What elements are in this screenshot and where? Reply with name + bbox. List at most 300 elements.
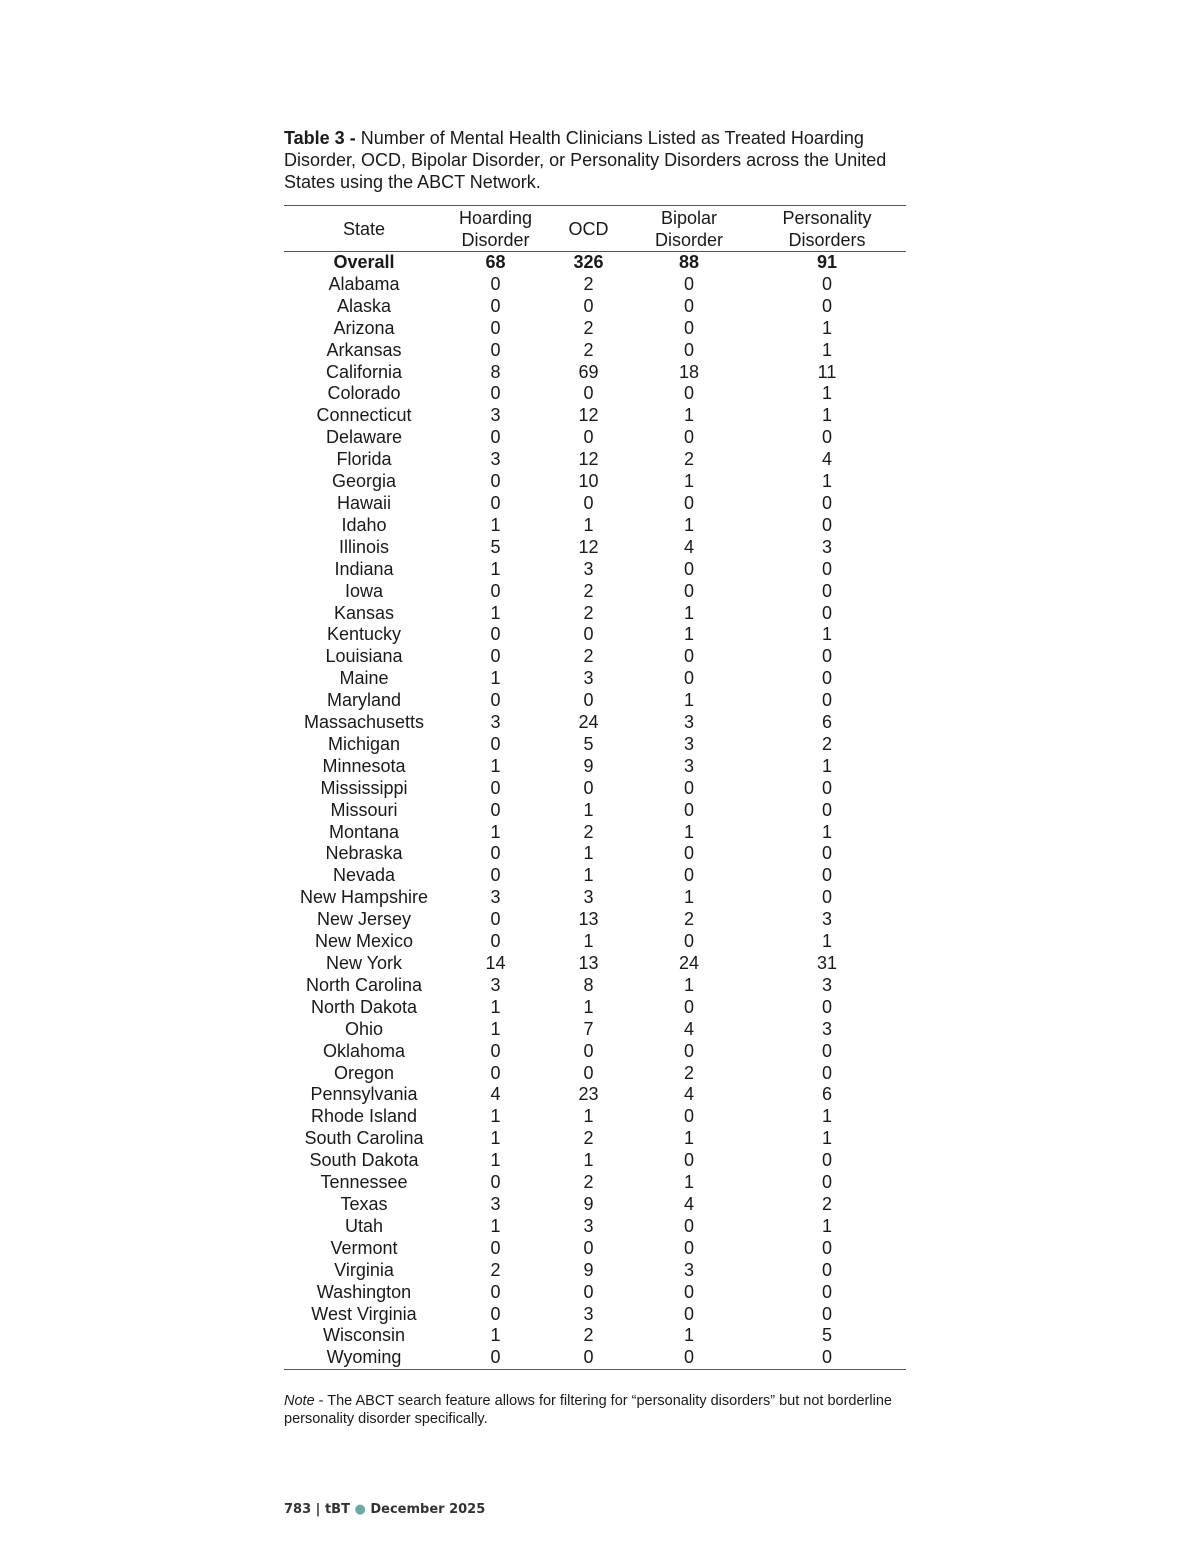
cell-state: Arizona xyxy=(333,317,395,338)
cell-bipolar: 4 xyxy=(683,536,694,557)
cell-hoarding: 0 xyxy=(490,777,501,798)
cell-hoarding: 5 xyxy=(490,536,501,557)
cell-state: Washington xyxy=(316,1281,412,1302)
cell-bipolar: 0 xyxy=(683,646,694,667)
cell-hoarding: 1 xyxy=(490,602,501,623)
cell-state: Colorado xyxy=(327,383,401,404)
cell-ocd: 9 xyxy=(583,755,594,776)
cell-state: Texas xyxy=(340,1193,388,1214)
cell-state: Massachusetts xyxy=(303,712,425,733)
cell-ocd: 9 xyxy=(583,1259,594,1280)
cell-personality: 0 xyxy=(821,295,832,316)
cell-personality: 1 xyxy=(821,931,832,952)
cell-ocd: 23 xyxy=(578,1084,599,1105)
cell-bipolar: 1 xyxy=(683,514,694,535)
cell-ocd: 0 xyxy=(583,427,594,448)
cell-state: Oklahoma xyxy=(322,1040,406,1061)
cell-ocd: 8 xyxy=(583,974,594,995)
cell-bipolar: 0 xyxy=(683,843,694,864)
cell-hoarding: 1 xyxy=(490,558,501,579)
cell-ocd: 0 xyxy=(583,624,594,645)
cell-ocd: 326 xyxy=(573,252,604,272)
note-label: Note xyxy=(284,1393,315,1409)
cell-state: Indiana xyxy=(334,558,394,579)
header-bipolar-line1: Bipolar xyxy=(660,208,718,228)
cell-ocd: 0 xyxy=(583,690,594,711)
table-caption xyxy=(284,127,908,193)
cell-bipolar: 1 xyxy=(683,602,694,623)
cell-hoarding: 1 xyxy=(490,821,501,842)
dot-icon: ● xyxy=(354,1502,366,1517)
cell-personality: 31 xyxy=(816,953,838,973)
header-hoarding xyxy=(444,206,547,252)
cell-personality: 1 xyxy=(821,317,832,338)
table-note xyxy=(284,1392,908,1428)
cell-bipolar: 0 xyxy=(683,931,694,952)
table-row xyxy=(284,800,906,822)
cell-hoarding: 1 xyxy=(490,1215,501,1236)
cell-personality: 0 xyxy=(821,558,832,579)
cell-state: Missouri xyxy=(330,799,398,820)
cell-ocd: 9 xyxy=(583,1193,594,1214)
cell-ocd: 7 xyxy=(583,1018,594,1039)
cell-personality: 0 xyxy=(821,1040,832,1061)
cell-state: Utah xyxy=(344,1215,384,1236)
cell-ocd: 2 xyxy=(583,273,594,294)
cell-state: Alaska xyxy=(336,295,392,316)
cell-personality: 0 xyxy=(821,668,832,689)
cell-bipolar: 1 xyxy=(683,405,694,426)
cell-bipolar: 24 xyxy=(678,953,700,973)
cell-hoarding: 0 xyxy=(490,799,501,820)
cell-hoarding: 0 xyxy=(490,624,501,645)
table-row xyxy=(284,975,906,997)
table-row xyxy=(284,427,906,449)
cell-hoarding: 0 xyxy=(490,317,501,338)
cell-state: Connecticut xyxy=(316,405,412,426)
cell-personality: 1 xyxy=(821,405,832,426)
cell-bipolar: 1 xyxy=(683,974,694,995)
cell-hoarding: 0 xyxy=(490,1172,501,1193)
cell-ocd: 1 xyxy=(583,931,594,952)
cell-personality: 0 xyxy=(821,865,832,886)
cell-ocd: 12 xyxy=(578,449,599,470)
table-row xyxy=(284,1304,906,1326)
table-row xyxy=(284,624,906,646)
cell-state: Michigan xyxy=(327,733,401,754)
page-footer xyxy=(284,1502,485,1517)
table-row xyxy=(284,1238,906,1260)
cell-ocd: 1 xyxy=(583,799,594,820)
table-header xyxy=(284,206,906,252)
cell-personality: 1 xyxy=(821,821,832,842)
cell-ocd: 5 xyxy=(583,733,594,754)
table-row xyxy=(284,690,906,712)
cell-state: Rhode Island xyxy=(310,1106,418,1127)
cell-personality: 4 xyxy=(821,449,832,470)
cell-hoarding: 1 xyxy=(490,1106,501,1127)
cell-personality: 0 xyxy=(821,514,832,535)
cell-bipolar: 0 xyxy=(683,799,694,820)
cell-ocd: 1 xyxy=(583,843,594,864)
cell-ocd: 3 xyxy=(583,558,594,579)
cell-hoarding: 68 xyxy=(485,252,506,272)
cell-bipolar: 0 xyxy=(683,1215,694,1236)
issue-date: December 2025 xyxy=(370,1502,486,1517)
cell-personality: 0 xyxy=(821,1062,832,1083)
cell-ocd: 2 xyxy=(583,821,594,842)
header-bipolar-line2: Disorder xyxy=(654,230,724,250)
table-row xyxy=(284,274,906,296)
cell-state: Illinois xyxy=(338,536,390,557)
cell-bipolar: 4 xyxy=(683,1084,694,1105)
cell-bipolar: 1 xyxy=(683,1325,694,1346)
cell-bipolar: 0 xyxy=(683,1303,694,1324)
cell-personality: 0 xyxy=(821,602,832,623)
cell-personality: 3 xyxy=(821,974,832,995)
table-row xyxy=(284,997,906,1019)
table-row xyxy=(284,449,906,471)
cell-hoarding: 3 xyxy=(490,405,501,426)
cell-bipolar: 0 xyxy=(683,1040,694,1061)
cell-ocd: 3 xyxy=(583,887,594,908)
cell-personality: 1 xyxy=(821,1106,832,1127)
cell-state: Maine xyxy=(339,668,389,689)
cell-personality: 1 xyxy=(821,1215,832,1236)
cell-ocd: 1 xyxy=(583,1150,594,1171)
cell-ocd: 13 xyxy=(578,909,599,930)
cell-state: Kentucky xyxy=(326,624,402,645)
cell-ocd: 2 xyxy=(583,1128,594,1149)
cell-state: North Carolina xyxy=(305,974,423,995)
cell-bipolar: 0 xyxy=(683,339,694,360)
cell-hoarding: 0 xyxy=(490,339,501,360)
cell-personality: 3 xyxy=(821,536,832,557)
cell-personality: 1 xyxy=(821,755,832,776)
cell-hoarding: 1 xyxy=(490,755,501,776)
header-personality xyxy=(748,206,906,252)
note-text: - The ABCT search feature allows for filtering for “personality disorders” but not borderline personality disorder specifically. xyxy=(284,1393,892,1427)
cell-bipolar: 0 xyxy=(683,580,694,601)
cell-hoarding: 0 xyxy=(490,690,501,711)
cell-state: Nebraska xyxy=(325,843,403,864)
cell-personality: 1 xyxy=(821,383,832,404)
cell-bipolar: 0 xyxy=(683,1150,694,1171)
table-row xyxy=(284,843,906,865)
cell-bipolar: 2 xyxy=(683,909,694,930)
cell-personality: 0 xyxy=(821,273,832,294)
table-row xyxy=(284,953,906,975)
cell-state: Montana xyxy=(328,821,400,842)
cell-hoarding: 0 xyxy=(490,843,501,864)
cell-bipolar: 0 xyxy=(683,1281,694,1302)
table-row xyxy=(284,1282,906,1304)
cell-bipolar: 0 xyxy=(683,427,694,448)
cell-personality: 1 xyxy=(821,1128,832,1149)
table-row xyxy=(284,1150,906,1172)
cell-bipolar: 0 xyxy=(683,295,694,316)
table-row xyxy=(284,1260,906,1282)
cell-ocd: 69 xyxy=(578,361,599,382)
table-row xyxy=(284,1019,906,1041)
cell-hoarding: 2 xyxy=(490,1259,501,1280)
cell-personality: 0 xyxy=(821,1259,832,1280)
cell-hoarding: 0 xyxy=(490,580,501,601)
cell-state: Mississippi xyxy=(320,777,408,798)
cell-hoarding: 0 xyxy=(490,273,501,294)
cell-ocd: 3 xyxy=(583,1303,594,1324)
cell-bipolar: 2 xyxy=(683,1062,694,1083)
cell-state: Florida xyxy=(336,449,392,470)
cell-state: Iowa xyxy=(344,580,384,601)
table-row xyxy=(284,734,906,756)
cell-ocd: 1 xyxy=(583,514,594,535)
cell-personality: 0 xyxy=(821,1303,832,1324)
cell-hoarding: 0 xyxy=(490,1281,501,1302)
cell-bipolar: 0 xyxy=(683,1106,694,1127)
cell-bipolar: 0 xyxy=(630,1347,748,1369)
cell-personality: 2 xyxy=(821,1193,832,1214)
cell-bipolar: 0 xyxy=(683,317,694,338)
header-hoarding-line2: Disorder xyxy=(461,230,530,250)
cell-bipolar: 0 xyxy=(683,273,694,294)
cell-personality: 0 xyxy=(821,1281,832,1302)
table-row xyxy=(284,1194,906,1216)
cell-personality: 91 xyxy=(816,252,838,272)
cell-personality: 0 xyxy=(821,799,832,820)
cell-personality: 0 xyxy=(821,843,832,864)
table-row xyxy=(284,1347,906,1369)
cell-personality: 3 xyxy=(821,909,832,930)
cell-ocd: 0 xyxy=(583,1062,594,1083)
table-row xyxy=(284,559,906,581)
table-row xyxy=(284,537,906,559)
header-bipolar xyxy=(630,206,748,252)
cell-ocd: 0 xyxy=(583,383,594,404)
table-row xyxy=(284,1325,906,1347)
cell-personality: 5 xyxy=(821,1325,832,1346)
table-row xyxy=(284,603,906,625)
cell-personality: 0 xyxy=(821,1172,832,1193)
cell-bipolar: 3 xyxy=(683,1259,694,1280)
cell-state: Virginia xyxy=(334,1259,394,1280)
journal-name: tBT xyxy=(324,1502,350,1517)
cell-ocd: 12 xyxy=(578,405,599,426)
cell-personality: 0 xyxy=(821,1150,832,1171)
table-row xyxy=(284,865,906,887)
cell-bipolar: 0 xyxy=(683,1237,694,1258)
cell-bipolar: 0 xyxy=(683,668,694,689)
table-row xyxy=(284,931,906,953)
cell-state: Louisiana xyxy=(325,646,403,667)
cell-hoarding: 0 xyxy=(490,865,501,886)
cell-bipolar: 88 xyxy=(678,252,700,272)
cell-state: Pennsylvania xyxy=(310,1084,418,1105)
cell-personality: 1 xyxy=(821,624,832,645)
header-state: State xyxy=(284,206,444,252)
cell-personality: 6 xyxy=(821,712,832,733)
cell-ocd: 13 xyxy=(578,953,599,973)
cell-hoarding: 1 xyxy=(490,1150,501,1171)
cell-ocd: 0 xyxy=(547,1347,630,1369)
cell-bipolar: 18 xyxy=(678,361,700,382)
table-row xyxy=(284,822,906,844)
cell-ocd: 2 xyxy=(583,1325,594,1346)
table-row xyxy=(284,756,906,778)
table-row xyxy=(284,1063,906,1085)
cell-state: Hawaii xyxy=(336,492,392,513)
cell-hoarding: 0 xyxy=(490,471,501,492)
cell-personality: 0 xyxy=(821,646,832,667)
cell-state: Wisconsin xyxy=(322,1325,406,1346)
clinicians-table xyxy=(284,205,906,1370)
table-row xyxy=(284,909,906,931)
cell-ocd: 2 xyxy=(583,580,594,601)
cell-bipolar: 1 xyxy=(683,690,694,711)
cell-ocd: 1 xyxy=(583,1106,594,1127)
cell-personality: 1 xyxy=(821,471,832,492)
cell-ocd: 0 xyxy=(583,1281,594,1302)
cell-hoarding: 0 xyxy=(490,646,501,667)
cell-hoarding: 14 xyxy=(485,953,506,973)
cell-hoarding: 3 xyxy=(490,712,501,733)
cell-hoarding: 0 xyxy=(490,1303,501,1324)
cell-bipolar: 1 xyxy=(683,624,694,645)
cell-personality: 0 xyxy=(821,427,832,448)
cell-ocd: 1 xyxy=(583,865,594,886)
cell-state: New Hampshire xyxy=(299,887,429,908)
page-number: 783 xyxy=(284,1502,312,1517)
cell-bipolar: 3 xyxy=(683,733,694,754)
cell-ocd: 0 xyxy=(583,1237,594,1258)
cell-bipolar: 4 xyxy=(683,1193,694,1214)
cell-bipolar: 0 xyxy=(683,777,694,798)
cell-state: Kansas xyxy=(333,602,395,623)
cell-bipolar: 0 xyxy=(683,996,694,1017)
cell-ocd: 0 xyxy=(583,1040,594,1061)
cell-hoarding: 3 xyxy=(490,1193,501,1214)
table-row-overall xyxy=(284,252,906,274)
table-row xyxy=(284,318,906,340)
cell-bipolar: 0 xyxy=(683,492,694,513)
cell-bipolar: 4 xyxy=(683,1018,694,1039)
cell-state: Minnesota xyxy=(322,755,406,776)
cell-hoarding: 0 xyxy=(444,1347,547,1369)
table-row xyxy=(284,581,906,603)
cell-bipolar: 1 xyxy=(683,1128,694,1149)
table-row xyxy=(284,1172,906,1194)
cell-state: New York xyxy=(325,953,403,973)
table-row xyxy=(284,362,906,384)
cell-state: Oregon xyxy=(333,1062,395,1083)
header-personality-line2: Disorders xyxy=(788,230,866,250)
cell-state: Idaho xyxy=(341,514,387,535)
table-row xyxy=(284,493,906,515)
cell-state: Vermont xyxy=(330,1237,398,1258)
cell-state: Alabama xyxy=(328,273,400,294)
table-row xyxy=(284,1041,906,1063)
cell-personality: 0 xyxy=(821,1237,832,1258)
table-row xyxy=(284,515,906,537)
cell-personality: 0 xyxy=(821,580,832,601)
cell-ocd: 2 xyxy=(583,602,594,623)
cell-state: Overall xyxy=(333,252,395,272)
cell-state: Nevada xyxy=(332,865,396,886)
cell-state: Delaware xyxy=(325,427,403,448)
cell-ocd: 3 xyxy=(583,1215,594,1236)
cell-bipolar: 1 xyxy=(683,1172,694,1193)
table-row xyxy=(284,778,906,800)
table-row xyxy=(284,383,906,405)
cell-hoarding: 0 xyxy=(490,909,501,930)
cell-personality: 6 xyxy=(821,1084,832,1105)
cell-bipolar: 0 xyxy=(683,558,694,579)
cell-hoarding: 0 xyxy=(490,295,501,316)
cell-ocd: 2 xyxy=(583,646,594,667)
cell-hoarding: 0 xyxy=(490,1237,501,1258)
cell-personality: 11 xyxy=(817,361,837,382)
cell-hoarding: 3 xyxy=(490,449,501,470)
cell-state: West Virginia xyxy=(311,1303,417,1324)
cell-state: North Dakota xyxy=(310,996,418,1017)
cell-bipolar: 3 xyxy=(683,712,694,733)
cell-ocd: 1 xyxy=(583,996,594,1017)
header-hoarding-line1: Hoarding xyxy=(458,208,533,228)
cell-ocd: 12 xyxy=(578,536,599,557)
cell-state: Tennessee xyxy=(320,1172,408,1193)
cell-bipolar: 0 xyxy=(683,383,694,404)
cell-ocd: 2 xyxy=(583,317,594,338)
cell-state: South Dakota xyxy=(309,1150,419,1171)
cell-personality: 0 xyxy=(821,996,832,1017)
cell-state: Wyoming xyxy=(284,1347,444,1369)
cell-ocd: 3 xyxy=(583,668,594,689)
cell-hoarding: 4 xyxy=(490,1084,501,1105)
cell-hoarding: 3 xyxy=(490,974,501,995)
header-personality-line1: Personality xyxy=(782,208,872,228)
cell-hoarding: 1 xyxy=(490,668,501,689)
cell-state: Georgia xyxy=(331,471,397,492)
cell-hoarding: 0 xyxy=(490,931,501,952)
cell-hoarding: 0 xyxy=(490,383,501,404)
table-row xyxy=(284,1106,906,1128)
table-row xyxy=(284,340,906,362)
cell-hoarding: 0 xyxy=(490,492,501,513)
footer-separator: | xyxy=(315,1502,321,1517)
cell-state: South Carolina xyxy=(304,1128,424,1149)
table-row xyxy=(284,1084,906,1106)
table-row xyxy=(284,646,906,668)
table-row xyxy=(284,668,906,690)
cell-state: New Jersey xyxy=(316,909,412,930)
table-row xyxy=(284,887,906,909)
cell-hoarding: 1 xyxy=(490,1018,501,1039)
cell-hoarding: 1 xyxy=(490,996,501,1017)
cell-personality: 3 xyxy=(821,1018,832,1039)
cell-state: Arkansas xyxy=(326,339,402,360)
cell-personality: 0 xyxy=(748,1347,906,1369)
cell-bipolar: 1 xyxy=(683,821,694,842)
cell-hoarding: 0 xyxy=(490,427,501,448)
cell-personality: 0 xyxy=(821,690,832,711)
cell-hoarding: 8 xyxy=(490,361,501,382)
cell-hoarding: 1 xyxy=(490,1128,501,1149)
cell-state: Maryland xyxy=(326,690,402,711)
cell-hoarding: 3 xyxy=(490,887,501,908)
cell-ocd: 24 xyxy=(578,712,599,733)
cell-personality: 0 xyxy=(821,492,832,513)
cell-bipolar: 2 xyxy=(683,449,694,470)
